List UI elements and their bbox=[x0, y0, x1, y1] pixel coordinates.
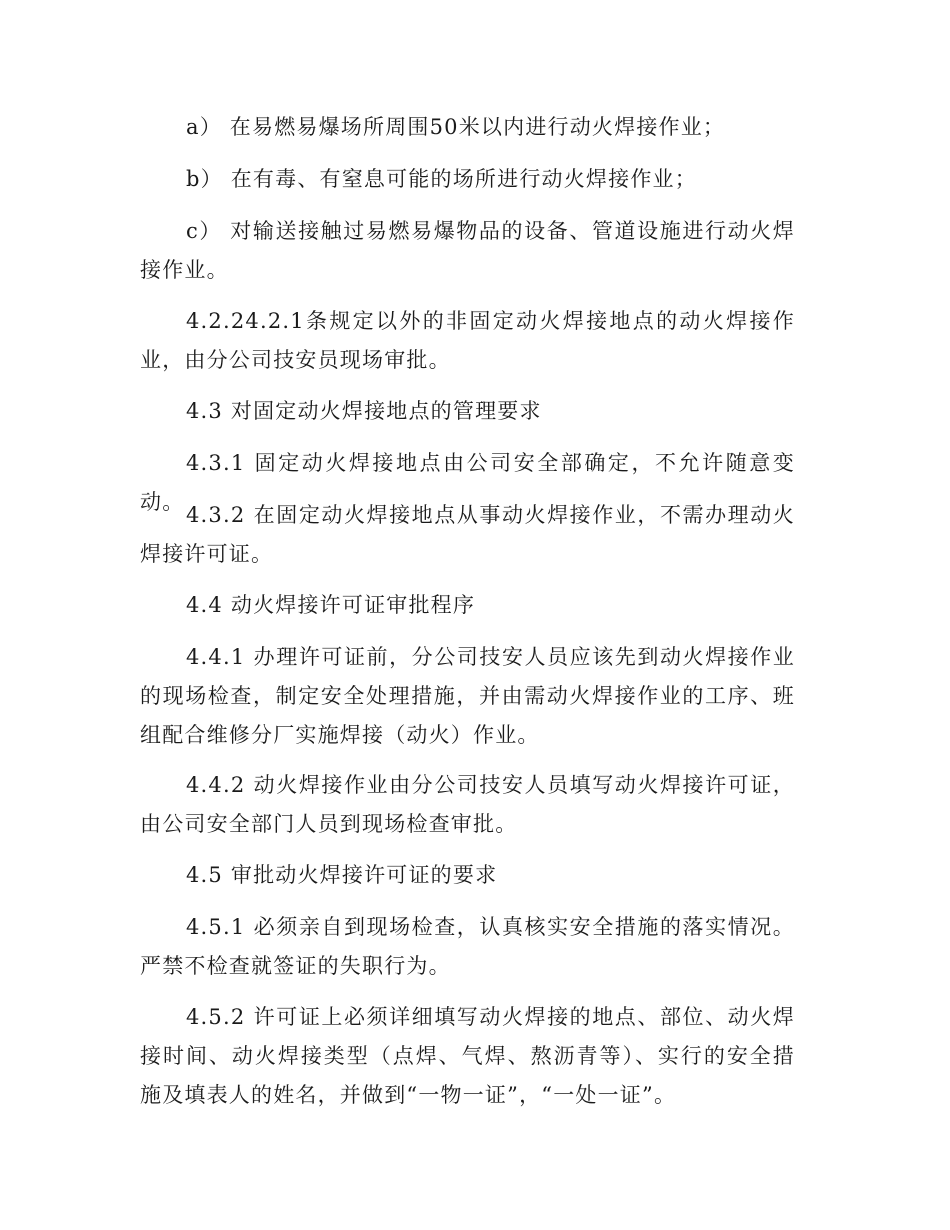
paragraph-4-2-2: 4.2.24.2.1条规定以外的非固定动火焊接地点的动火焊接作业，由分公司技安员现场审批。 bbox=[140, 309, 795, 372]
paragraph-4-4-1: 4.4.1 办理许可证前，分公司技安人员应该先到动火焊接作业的现场检查，制定安全处理措施，并由需动火焊接作业的工序、班组配合维修分厂实施焊接（动火）作业。 bbox=[140, 645, 795, 747]
section-heading-4-3: 4.3 对固定动火焊接地点的管理要求 bbox=[186, 399, 542, 423]
paragraph-item-c: c） 对输送接触过易燃易爆物品的设备、管道设施进行动火焊接作业。 bbox=[140, 219, 795, 282]
paragraph-4-5-2: 4.5.2 许可证上必须详细填写动火焊接的地点、部位、动火焊接时间、动火焊接类型（点焊、气焊、熬沥青等）、实行的安全措施及填表人的姓名，并做到“一物一证”，“一处一证”。 bbox=[140, 1005, 795, 1107]
section-heading-4-5: 4.5 审批动火焊接许可证的要求 bbox=[186, 863, 498, 887]
paragraph-4-5-1: 4.5.1 必须亲自到现场检查，认真核实安全措施的落实情况。严禁不检查就签证的失职行为。 bbox=[140, 915, 795, 978]
section-heading-4-4: 4.4 动火焊接许可证审批程序 bbox=[186, 593, 476, 617]
paragraph-item-b: b） 在有毒、有窒息可能的场所进行动火焊接作业； bbox=[186, 167, 697, 191]
paragraph-item-a: a） 在易燃易爆场所周围50米以内进行动火焊接作业； bbox=[186, 115, 726, 139]
paragraph-4-4-2: 4.4.2 动火焊接作业由分公司技安人员填写动火焊接许可证，由公司安全部门人员到现场检查审批。 bbox=[140, 773, 795, 836]
paragraph-4-3-1: 4.3.1 固定动火焊接地点由公司安全部确定，不允许随意变动。 bbox=[140, 451, 795, 514]
paragraph-4-3-2: 4.3.2 在固定动火焊接地点从事动火焊接作业，不需办理动火焊接许可证。 bbox=[140, 503, 795, 566]
